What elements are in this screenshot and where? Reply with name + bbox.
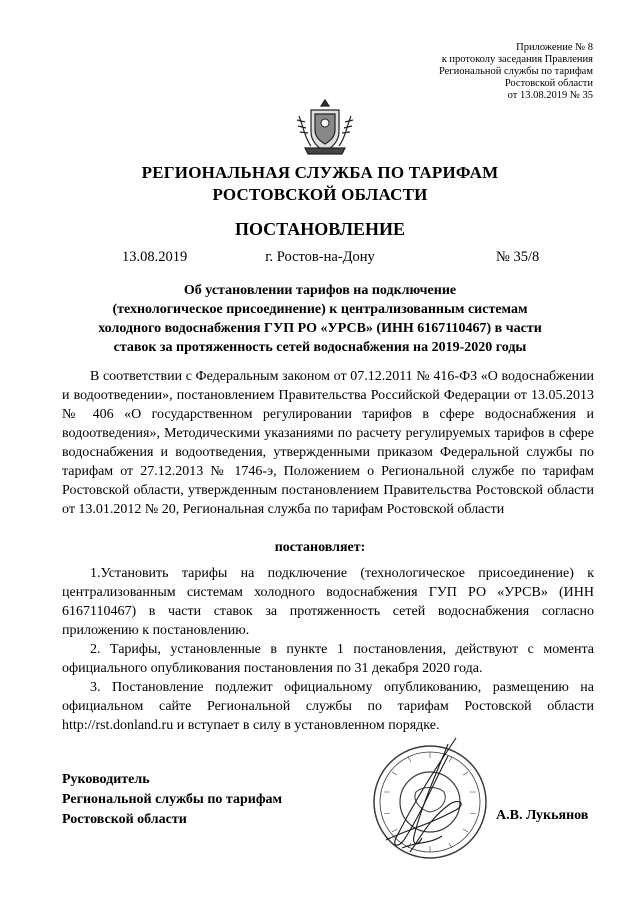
document-subject <box>60 281 580 357</box>
organization-name <box>0 162 640 206</box>
resolution-items <box>62 564 594 735</box>
document-number: № 35/8 <box>496 249 540 265</box>
signatory-title-line: Региональной службы по тарифам <box>62 792 283 807</box>
signatory-name: А.В. Лукьянов <box>496 808 589 823</box>
signatory-title-line: Руководитель <box>62 772 150 787</box>
appendix-note <box>293 42 593 102</box>
resolution-item: 1.Установить тарифы на подключение (технологическое присоединение) к централизованным системам холодного водоснабжения ГУП РО «УРСВ» (ИНН 6167110467) в части ставок за протяженность сетей водоснабжения согласно приложению к постановлению. <box>62 566 594 638</box>
handwritten-signature-icon <box>356 730 496 870</box>
coat-of-arms-icon <box>295 96 355 158</box>
resolve-heading: постановляет: <box>274 540 366 555</box>
subject-line: холодного водоснабжения ГУП РО «УРСВ» (ИНН 6167110467) в части <box>98 321 542 336</box>
signatory-title <box>62 770 282 830</box>
organization-line: РЕГИОНАЛЬНАЯ СЛУЖБА ПО ТАРИФАМ <box>141 163 499 182</box>
appendix-line: Ростовской области <box>504 78 593 89</box>
preamble-paragraph: В соответствии с Федеральным законом от 07.12.2011 № 416-ФЗ «О водоснабжении и водоотведении», постановлением Правительства Российской Федерации от 13.05.2013 № 406 «О государственном регулировании тарифов в сфере водоснабжения и водоотведения», Методическими указаниями по расчету регулируемых тарифов в сфере водоснабжения и водоотведения, утвержденными приказом Федеральной службы по тарифам от 27.12.2013 № 1746-э, Положением о Региональной службе по тарифам Ростовской области, утвержденным постановлением Правительства Ростовской области от 13.01.2012 № 20, Региональная служба по тарифам Ростовской области <box>62 369 594 517</box>
signatory-title-line: Ростовской области <box>62 812 187 827</box>
resolution-item: 3. Постановление подлежит официальному опубликованию, размещению на официальном сайте Региональной службы по тарифам Ростовской области http://rst.donland.ru и вступает в силу в установленном порядке. <box>62 680 594 733</box>
document-city: г. Ростов-на-Дону <box>265 249 375 265</box>
appendix-line: Приложение № 8 <box>516 42 593 53</box>
document-date: 13.08.2019 <box>122 249 188 265</box>
subject-line: ставок за протяженность сетей водоснабжения на 2019-2020 годы <box>113 340 527 355</box>
organization-line: РОСТОВСКОЙ ОБЛАСТИ <box>212 185 428 204</box>
subject-line: Об установлении тарифов на подключение <box>183 283 457 298</box>
subject-line: (технологическое присоединение) к централизованным системам <box>112 302 528 317</box>
resolution-item: 2. Тарифы, установленные в пункте 1 постановления, действуют с момента официального опубликования постановления по 31 декабря 2020 года. <box>62 642 594 676</box>
document-type: ПОСТАНОВЛЕНИЕ <box>234 219 406 239</box>
appendix-line: Региональной службы по тарифам <box>438 66 593 77</box>
appendix-line: к протоколу заседания Правления <box>441 54 593 65</box>
appendix-line: от 13.08.2019 № 35 <box>507 90 593 101</box>
